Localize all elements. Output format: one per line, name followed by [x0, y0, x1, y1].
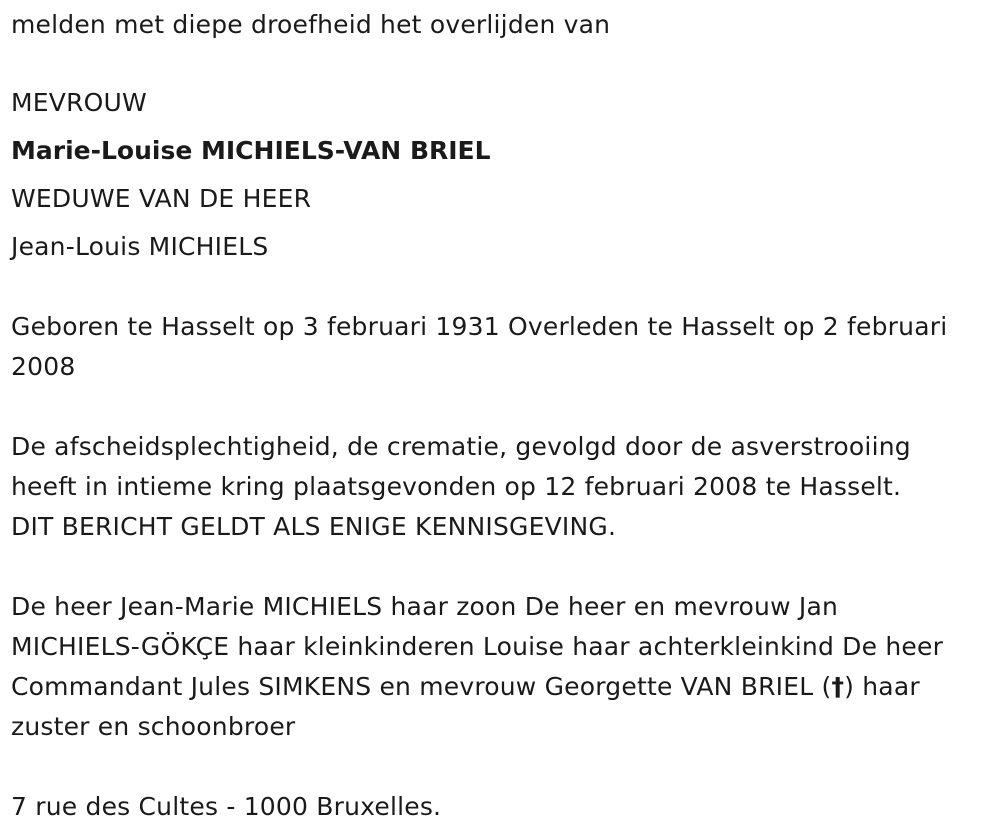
deceased-name: Marie-Louise MICHIELS-VAN BRIEL	[11, 136, 491, 165]
spacer	[11, 387, 991, 427]
spacer	[11, 45, 991, 85]
ceremony-line: DIT BERICHT GELDT ALS ENIGE KENNISGEVING.	[11, 512, 617, 541]
dates-line: Geboren te Hasselt op 3 februari 1931 Overleden te Hasselt op 2 februari	[11, 312, 948, 341]
dates-line: 2008	[11, 352, 76, 381]
dates-paragraph	[11, 307, 991, 387]
family-line: De heer Jean-Marie MICHIELS haar zoon De heer en mevrouw Jan	[11, 592, 839, 621]
spacer	[11, 547, 991, 587]
spacer	[11, 747, 991, 787]
family-line: MICHIELS-GÖKÇE haar kleinkinderen Louise haar achterkleinkind De heer	[11, 632, 944, 661]
cross-icon: †	[831, 672, 845, 701]
spacer	[11, 267, 991, 307]
family-line	[11, 667, 991, 707]
address: 7 rue des Cultes - 1000 Bruxelles.	[11, 792, 442, 821]
intro-text: melden met diepe droefheid het overlijden van	[11, 10, 611, 39]
family-text: Commandant Jules SIMKENS en mevrouw Georgette VAN BRIEL (	[11, 672, 832, 701]
family-paragraph	[11, 587, 991, 747]
family-line: zuster en schoonbroer	[11, 712, 296, 741]
spouse-name: Jean-Louis MICHIELS	[11, 232, 269, 261]
death-notice	[11, 0, 991, 827]
ceremony-line: heeft in intieme kring plaatsgevonden op 12 februari 2008 te Hasselt.	[11, 472, 902, 501]
widow-of-label: WEDUWE VAN DE HEER	[11, 184, 312, 213]
ceremony-paragraph	[11, 427, 991, 547]
honorific-title: MEVROUW	[11, 88, 147, 117]
ceremony-line: De afscheidsplechtigheid, de crematie, gevolgd door de asverstrooiing	[11, 432, 911, 461]
family-text: ) haar	[844, 672, 920, 701]
